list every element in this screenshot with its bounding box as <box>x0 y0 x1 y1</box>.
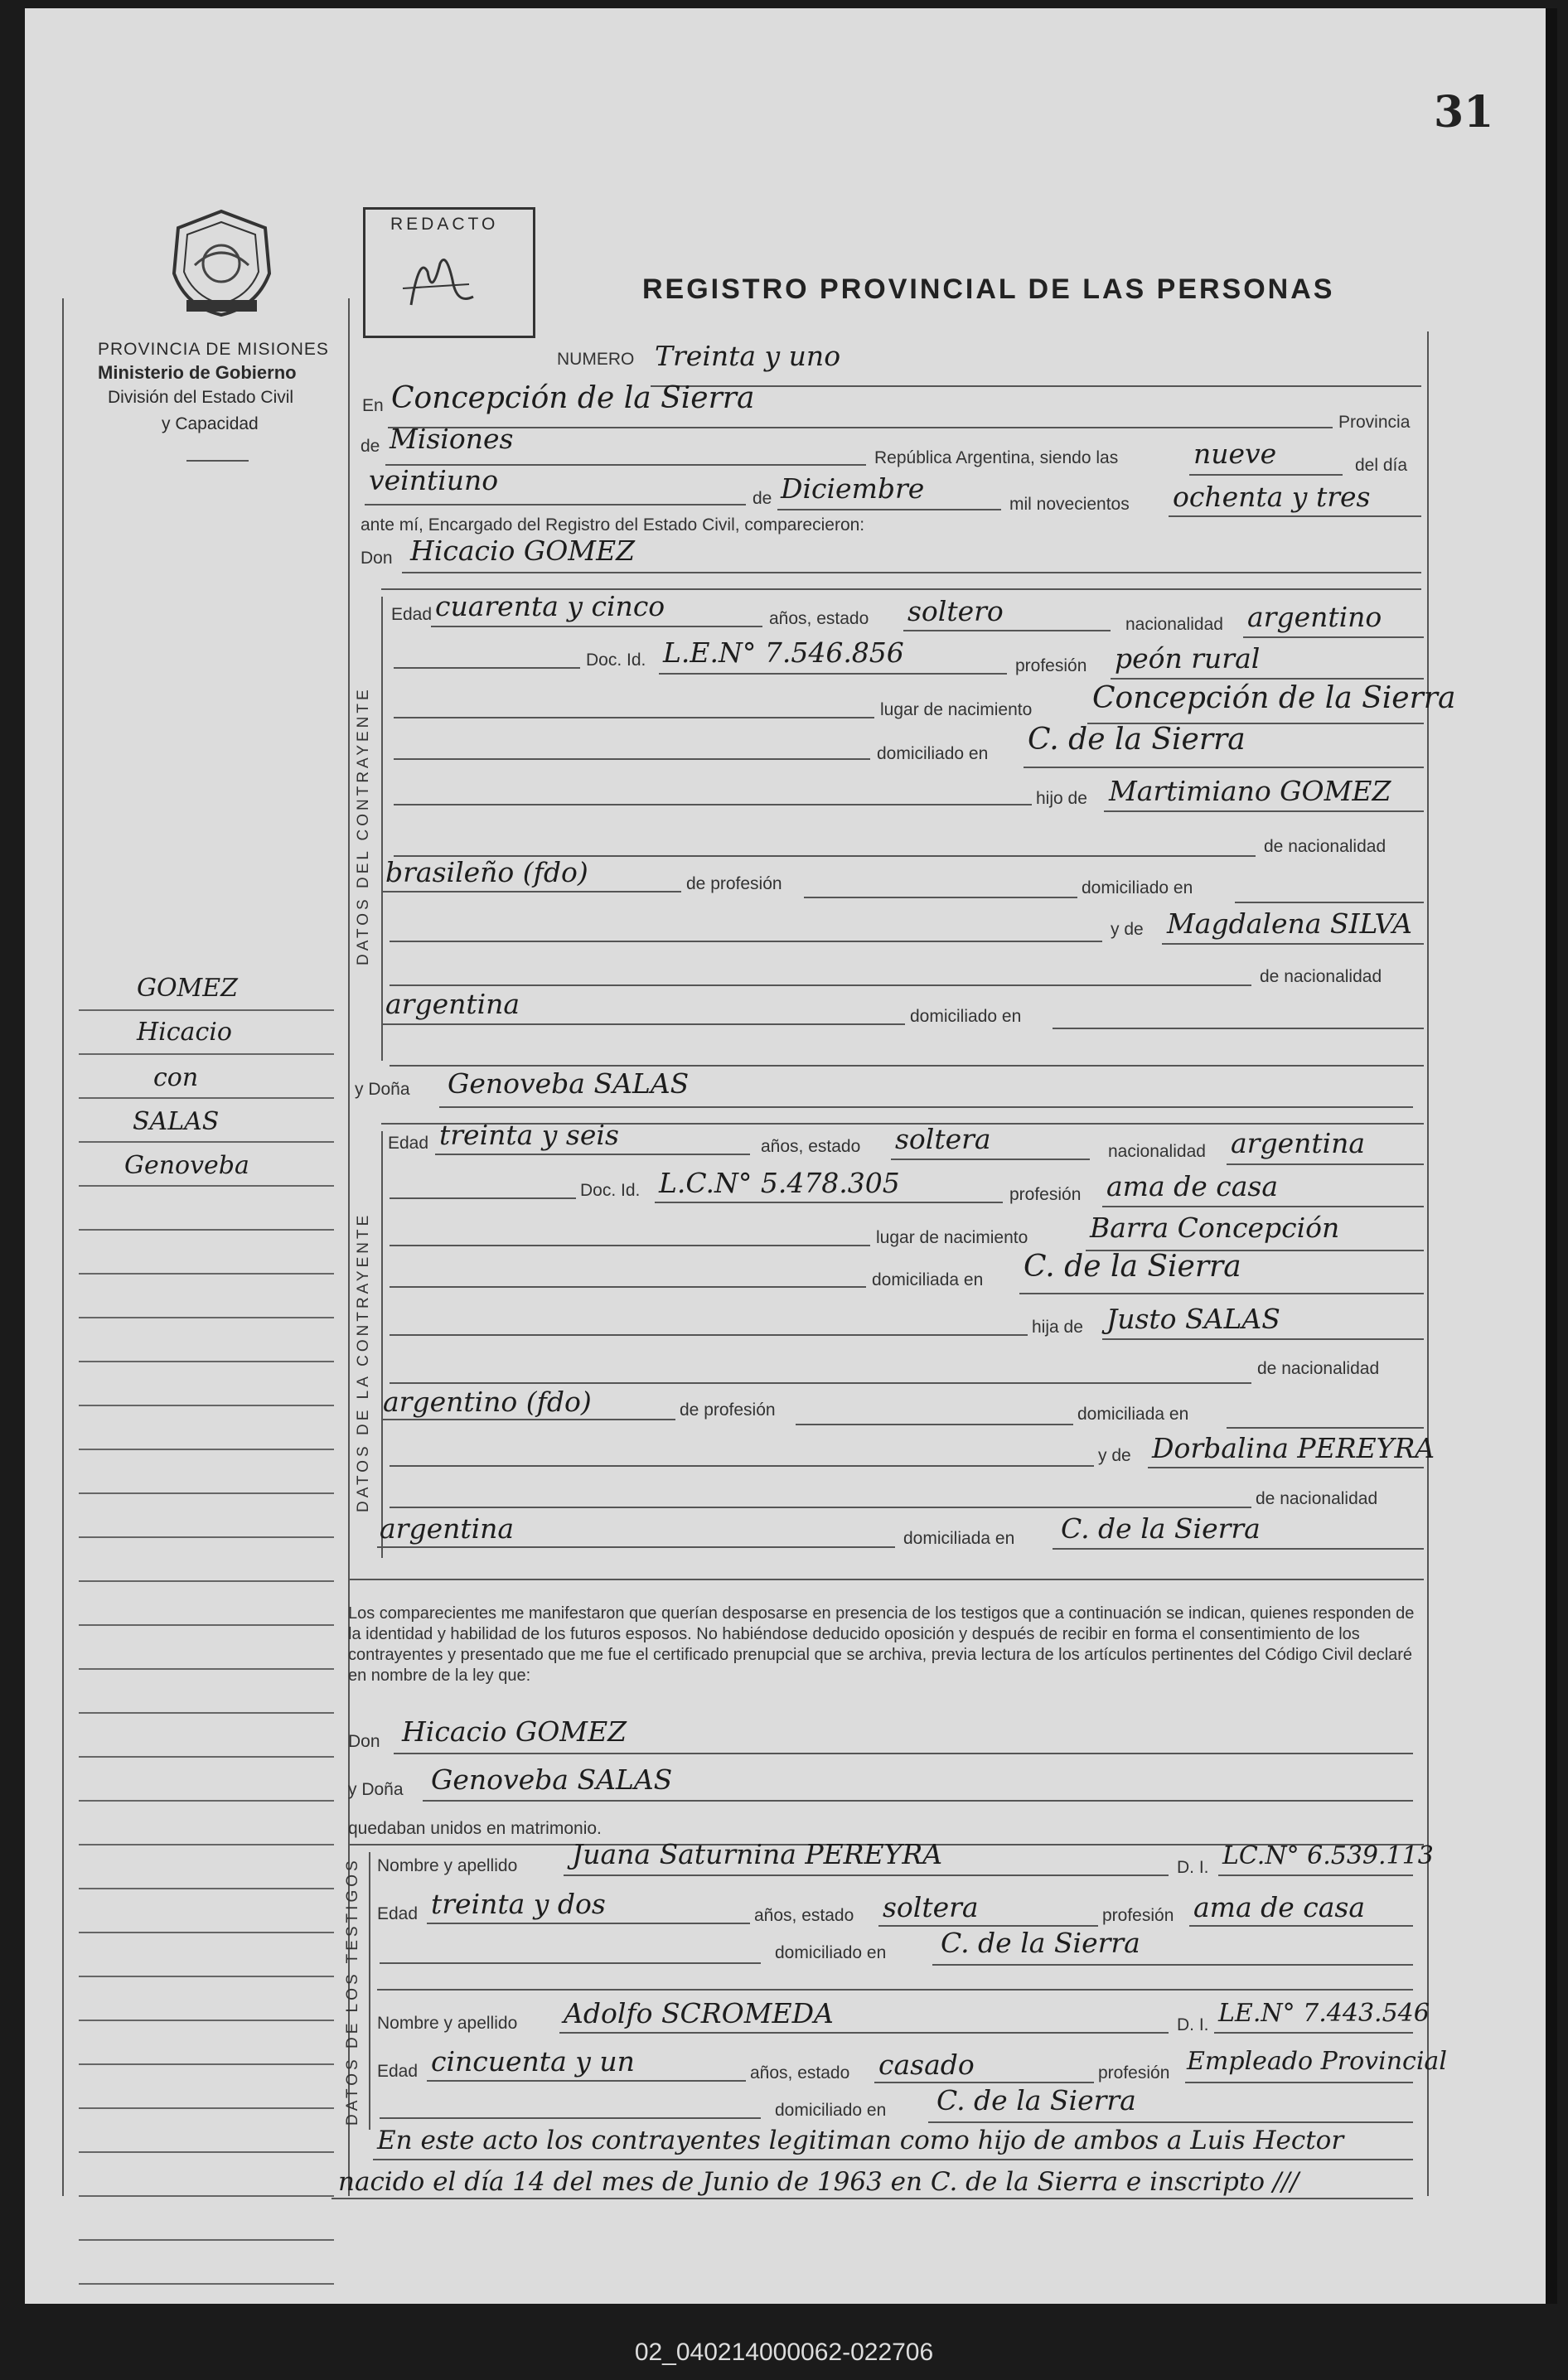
hora-value: nueve <box>1193 438 1277 470</box>
w2-dom-line <box>928 2121 1413 2123</box>
mes-value: Diciembre <box>781 472 925 505</box>
bride-padre-prof-line <box>796 1424 1073 1425</box>
bride-lugar-lead-line <box>390 1245 870 1246</box>
de-label: de <box>361 437 380 456</box>
margin-ruled-line <box>79 1097 334 1099</box>
w1-estado-value: soltera <box>883 1891 979 1923</box>
bride-block-bottom <box>348 1579 1424 1580</box>
en-line <box>388 427 1333 428</box>
provincia-label: Provincia <box>1338 413 1411 432</box>
w1-dom-label: domiciliado en <box>775 1943 887 1962</box>
bride-edad-value: treinta y seis <box>439 1119 619 1151</box>
groom-profesion-line <box>1111 678 1424 680</box>
provincia-value: Misiones <box>390 423 514 455</box>
bride-madre-nac-line <box>377 1546 895 1548</box>
w1-profesion-label: profesión <box>1102 1906 1174 1925</box>
groom-padre-nac-line <box>383 891 681 892</box>
division-line-1: División del Estado Civil <box>108 388 294 407</box>
document-title: REGISTRO PROVINCIAL DE LAS PERSONAS <box>642 273 1335 305</box>
margin-ruled-line <box>79 1888 334 1889</box>
bride-padre-nac-line <box>381 1419 675 1420</box>
bride-nacionalidad-label: nacionalidad <box>1108 1142 1206 1161</box>
bride-nacionalidad-value: argentina <box>1231 1127 1366 1159</box>
anio-value: ochenta y tres <box>1173 481 1371 513</box>
bride-padre-dom-label: domiciliada en <box>1077 1405 1189 1424</box>
dia-line <box>365 504 746 506</box>
bride-madre-yde-label: y de <box>1098 1446 1131 1465</box>
groom-nacionalidad-line <box>1243 636 1424 638</box>
groom-doc-label: Doc. Id. <box>586 651 646 670</box>
w1-edad-value: treinta y dos <box>431 1888 606 1920</box>
don-line <box>402 572 1421 573</box>
w1-di-label: D. I. <box>1177 1858 1209 1877</box>
dia-value: veintiuno <box>369 464 499 496</box>
margin-ruled-line <box>79 1668 334 1670</box>
bride-madre-nac-label: de nacionalidad <box>1256 1489 1378 1508</box>
groom-madre-nac-value: argentina <box>385 988 520 1020</box>
bride-profesion-label: profesión <box>1009 1185 1082 1204</box>
margin-ruled-line <box>79 1053 334 1055</box>
don-label: Don <box>361 549 393 568</box>
groom-nacionalidad-label: nacionalidad <box>1125 615 1223 634</box>
margin-ruled-line <box>79 1932 334 1933</box>
w2-estado-label: años, estado <box>750 2063 850 2082</box>
dona-value: Genoveba SALAS <box>448 1067 690 1100</box>
en-label: En <box>362 396 384 415</box>
w2-profesion-line <box>1185 2082 1413 2083</box>
bride-dom-value: C. de la Sierra <box>1024 1250 1241 1284</box>
bride-estado-line <box>891 1159 1090 1160</box>
redacto-signature-icon <box>394 247 486 322</box>
w2-edad-label: Edad <box>377 2062 419 2081</box>
bride-madre-dom-label: domiciliada en <box>903 1529 1015 1548</box>
w2-estado-line <box>874 2082 1094 2083</box>
bride-padre-nac-value: argentino (fdo) <box>383 1386 592 1418</box>
bride-madre-dom-line <box>1053 1548 1424 1550</box>
groom-madre-nac-lead-line <box>390 984 1251 986</box>
bride-estado-value: soltera <box>895 1123 991 1155</box>
w2-edad-line <box>427 2080 746 2082</box>
w1-nombre-value: Juana Saturnina PEREYRA <box>572 1838 943 1870</box>
margin-ruled-line <box>79 1229 334 1231</box>
final-dona-value: Genoveba SALAS <box>431 1763 673 1796</box>
w2-estado-value: casado <box>878 2049 975 2081</box>
bride-edad-line <box>435 1154 750 1155</box>
w1-di-value: LC.N° 6.539.113 <box>1222 1841 1434 1870</box>
groom-padre-lead-line <box>394 804 1032 805</box>
margin-ruled-line <box>79 2107 334 2109</box>
w2-dom-lead-line <box>380 2117 761 2119</box>
form-right-rule <box>1427 331 1429 2196</box>
bride-madre-line <box>1148 1467 1424 1468</box>
groom-padre-dom-line <box>1235 902 1424 903</box>
groom-profesion-value: peón rural <box>1115 642 1261 675</box>
w1-nombre-line <box>564 1874 1169 1876</box>
witness-divider <box>377 1989 1413 1991</box>
bride-doc-lead-line <box>390 1197 576 1199</box>
en-value: Concepción de la Sierra <box>391 381 755 415</box>
margin-note-con: con <box>153 1063 199 1092</box>
margin-ruled-line <box>79 1536 334 1538</box>
redacto-box <box>363 207 535 338</box>
groom-hijo-label: hijo de <box>1036 789 1087 808</box>
bride-nacionalidad-line <box>1227 1163 1424 1165</box>
margin-ruled-line <box>79 1141 334 1143</box>
declaration-paragraph: Los comparecientes me manifestaron que querían desposarse en presencia de los testigos que a continuación se indican, quienes responden de la identidad y habilidad de los futuros esposos. No habiéndose deducido oposición y después de recibir en forma el consentimiento de los contrayentes y presentado que me fue el certificado prenupcial que se archiva, previa lectura de los artículos pertinentes del Código Civil declaré en nombre de la ley que: <box>348 1604 1415 1685</box>
bride-block-rule <box>381 1131 383 1558</box>
w2-di-value: LE.N° 7.443.546 <box>1218 1999 1430 2028</box>
w2-di-label: D. I. <box>1177 2015 1209 2034</box>
note-line-1-rule <box>373 2159 1413 2160</box>
w2-profesion-value: Empleado Provincial <box>1187 2047 1447 2076</box>
margin-ruled-line <box>79 1273 334 1275</box>
margin-ruled-line <box>79 1756 334 1758</box>
witness-block-rule <box>369 1852 370 2130</box>
provincial-seal-icon <box>166 207 278 319</box>
margin-ruled-line <box>79 1317 334 1318</box>
margin-ruled-line <box>79 2063 334 2065</box>
margin-ruled-line <box>79 1712 334 1714</box>
w1-edad-label: Edad <box>377 1904 419 1923</box>
margin-ruled-line <box>79 2151 334 2153</box>
groom-padre-prof-label: de profesión <box>686 874 782 893</box>
ministry-name: Ministerio de Gobierno <box>98 362 297 383</box>
province-name: PROVINCIA DE MISIONES <box>98 340 329 359</box>
groom-padre-line <box>1104 810 1424 812</box>
groom-section-label: DATOS DEL CONTRAYENTE <box>355 686 372 965</box>
dona-label: y Doña <box>355 1080 410 1099</box>
w2-profesion-label: profesión <box>1098 2063 1170 2082</box>
margin-note-name: Hicacio <box>137 1018 232 1047</box>
margin-ruled-line <box>79 1009 334 1011</box>
note-line-2: nacido el día 14 del mes de Junio de 1963 en C. de la Sierra e inscripto /// <box>338 2167 1299 2197</box>
groom-dom-label: domiciliado en <box>877 744 989 763</box>
groom-estado-label: años, estado <box>769 609 869 628</box>
groom-madre-lead-line <box>390 941 1102 942</box>
margin-ruled-line <box>79 1580 334 1582</box>
groom-lugar-lead-line <box>394 717 874 718</box>
groom-edad-label: Edad <box>391 605 433 624</box>
bride-hija-label: hija de <box>1032 1318 1083 1337</box>
margin-note-name-2: Genoveba <box>124 1151 249 1180</box>
numero-label: NUMERO <box>557 350 635 369</box>
w2-nombre-label: Nombre y apellido <box>377 2014 518 2033</box>
margin-ruled-line <box>79 2239 334 2241</box>
de-mes-label: de <box>753 489 772 508</box>
margin-ruled-line <box>79 1492 334 1494</box>
groom-estado-value: soltero <box>907 595 1004 627</box>
bride-madre-dom-value: C. de la Sierra <box>1061 1512 1261 1545</box>
groom-dom-value: C. de la Sierra <box>1028 723 1246 757</box>
mes-line <box>777 509 1001 510</box>
groom-lugar-value: Concepción de la Sierra <box>1092 681 1456 715</box>
hora-line <box>1189 474 1343 476</box>
w2-dom-label: domiciliado en <box>775 2101 887 2120</box>
bride-padre-prof-label: de profesión <box>680 1400 776 1420</box>
w1-nombre-label: Nombre y apellido <box>377 1856 518 1875</box>
margin-ruled-line <box>79 2195 334 2197</box>
bride-lugar-value: Barra Concepción <box>1090 1212 1340 1244</box>
anio-line <box>1169 515 1421 517</box>
don-value: Hicacio GOMEZ <box>410 535 636 567</box>
margin-ruled-line <box>79 1405 334 1406</box>
groom-madre-dom-line <box>1053 1028 1424 1029</box>
dona-line <box>439 1106 1413 1108</box>
margin-ruled-line <box>79 2020 334 2021</box>
bride-doc-line <box>655 1202 1003 1203</box>
bride-section-label: DATOS DE LA CONTRAYENTE <box>355 1212 372 1512</box>
w2-nombre-line <box>559 2032 1169 2034</box>
w2-nombre-value: Adolfo SCROMEDA <box>564 1997 834 2029</box>
margin-ruled-line <box>79 2283 334 2285</box>
numero-line <box>651 385 1421 387</box>
bride-edad-label: Edad <box>388 1134 429 1153</box>
bride-madre-nac-value: argentina <box>380 1512 515 1545</box>
groom-profesion-label: profesión <box>1015 656 1087 675</box>
note-line-1: En este acto los contrayentes legitiman como hijo de ambos a Luis Hector <box>377 2126 1344 2155</box>
redacto-label: REDACTO <box>390 215 499 234</box>
groom-doc-lead-line <box>394 667 580 669</box>
final-don-line <box>394 1753 1413 1754</box>
groom-block-bottom <box>390 1065 1424 1067</box>
groom-lugar-label: lugar de nacimiento <box>880 700 1033 719</box>
archive-caption: 02_040214000062-022706 <box>634 2339 934 2366</box>
w1-profesion-line <box>1189 1925 1413 1927</box>
margin-note-surname: GOMEZ <box>137 974 239 1003</box>
w1-dom-lead-line <box>380 1962 761 1964</box>
bride-doc-label: Doc. Id. <box>580 1181 641 1200</box>
bride-madre-nac-lead-line <box>390 1507 1251 1508</box>
margin-ruled-line <box>79 1185 334 1187</box>
w2-dom-value: C. de la Sierra <box>936 2084 1136 2116</box>
w2-edad-value: cincuenta y un <box>431 2045 635 2078</box>
bride-padre-lead-line <box>390 1334 1028 1336</box>
groom-edad-value: cuarenta y cinco <box>435 590 665 622</box>
bride-padre-line <box>1102 1338 1424 1340</box>
groom-dom-lead-line <box>394 758 870 760</box>
w1-edad-line <box>427 1923 750 1924</box>
numero-value: Treinta y uno <box>655 340 841 372</box>
margin-ruled-line <box>79 1449 334 1450</box>
bride-padre-nac-label: de nacionalidad <box>1257 1359 1380 1378</box>
groom-padre-dom-label: domiciliado en <box>1082 878 1193 897</box>
header-divider <box>186 460 249 462</box>
bride-profesion-line <box>1102 1206 1424 1207</box>
bride-madre-value: Dorbalina PEREYRA <box>1152 1432 1435 1464</box>
republica-label: República Argentina, siendo las <box>874 448 1119 467</box>
left-margin-rule <box>62 298 64 2196</box>
groom-padre-value: Martimiano GOMEZ <box>1109 775 1391 807</box>
groom-madre-nac-label: de nacionalidad <box>1260 967 1382 986</box>
groom-madre-yde-label: y de <box>1111 920 1144 939</box>
bride-dom-label: domiciliada en <box>872 1270 984 1289</box>
mil-label: mil novecientos <box>1009 495 1130 514</box>
groom-padre-prof-line <box>804 897 1077 898</box>
margin-ruled-line <box>79 1624 334 1626</box>
groom-block-rule <box>381 597 383 1061</box>
groom-madre-nac-line <box>383 1023 905 1025</box>
w1-dom-line <box>932 1964 1413 1966</box>
bride-madre-lead-line <box>390 1465 1094 1467</box>
bride-padre-dom-line <box>1227 1427 1424 1429</box>
division-line-2: y Capacidad <box>162 414 259 433</box>
margin-note-surname-2: SALAS <box>133 1107 220 1136</box>
groom-madre-dom-label: domiciliado en <box>910 1007 1022 1026</box>
groom-doc-line <box>659 673 1007 675</box>
bride-padre-nac-lead-line <box>390 1382 1251 1384</box>
final-dona-label: y Doña <box>348 1780 404 1799</box>
ante-mi-text: ante mí, Encargado del Registro del Estado Civil, comparecieron: <box>361 515 865 535</box>
del-dia-label: del día <box>1355 456 1408 475</box>
bride-dom-line <box>1019 1293 1424 1294</box>
margin-ruled-line <box>79 1976 334 1977</box>
w1-di-line <box>1218 1874 1413 1876</box>
margin-ruled-line <box>79 1844 334 1845</box>
quedaban-text: quedaban unidos en matrimonio. <box>348 1819 602 1838</box>
bride-dom-lead-line <box>390 1286 866 1288</box>
groom-edad-line <box>431 626 762 627</box>
w1-profesion-value: ama de casa <box>1193 1891 1366 1923</box>
final-don-value: Hicacio GOMEZ <box>402 1715 627 1748</box>
final-dona-line <box>423 1800 1413 1802</box>
groom-padre-nac-label: de nacionalidad <box>1264 837 1387 856</box>
note-line-2-rule <box>332 2198 1413 2199</box>
w1-estado-label: años, estado <box>754 1906 854 1925</box>
w1-dom-value: C. de la Sierra <box>941 1927 1140 1959</box>
w2-di-line <box>1214 2032 1413 2034</box>
bride-padre-value: Justo SALAS <box>1106 1303 1280 1335</box>
margin-ruled-line <box>79 1800 334 1802</box>
witness-section-label: DATOS DE LOS TESTIGOS <box>344 1857 361 2126</box>
groom-madre-line <box>1162 943 1424 945</box>
bride-doc-value: L.C.N° 5.478.305 <box>659 1167 900 1199</box>
groom-padre-nac-value: brasileño (fdo) <box>385 856 588 888</box>
groom-estado-line <box>903 630 1111 631</box>
groom-madre-value: Magdalena SILVA <box>1167 907 1412 940</box>
final-don-label: Don <box>348 1732 380 1751</box>
groom-doc-value: L.E.N° 7.546.856 <box>663 636 904 669</box>
groom-dom-line <box>1024 767 1424 768</box>
page-number: 31 <box>1434 87 1494 138</box>
bride-lugar-label: lugar de nacimiento <box>876 1228 1028 1247</box>
margin-ruled-line <box>79 1361 334 1362</box>
bride-estado-label: años, estado <box>761 1137 861 1156</box>
bride-profesion-value: ama de casa <box>1106 1170 1279 1202</box>
groom-nacionalidad-value: argentino <box>1247 601 1382 633</box>
